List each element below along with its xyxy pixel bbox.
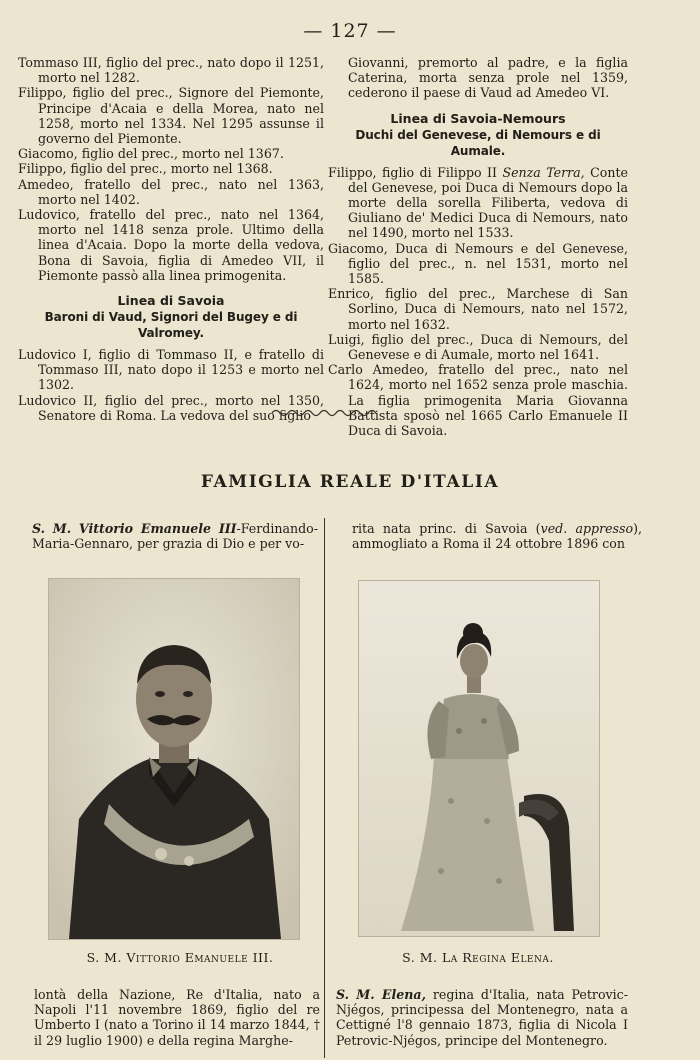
bio-queen xyxy=(336,987,628,1048)
continuation-text: Giovanni, premorto al padre, e la figlia Caterina, morta senza prole nel 1359, cederono il paese di Vaud ad Amedeo VI. xyxy=(348,55,628,101)
column-divider xyxy=(324,518,325,1058)
bio-text: -Ferdinando-Maria-Gennaro, per grazia di Dio e per vo- xyxy=(32,521,318,552)
genealogy-entry: Carlo Amedeo, fratello del prec., nato nel 1624, morto nel 1652 senza prole maschia. La figlia primogenita Maria Giovanna Battista sposò nel 1665 Carlo Emanuele II Duca di Savoia. xyxy=(328,362,628,439)
bio-text: rita nata princ. di Savoia ( xyxy=(352,521,541,536)
bio-king-continued: lontà della Nazione, Re d'Italia, nato a Napoli l'11 novembre 1869, figlio del re Umberto I (nato a Torino il 14 marzo 1844, † il 29 luglio 1900) e della regina Marghe- xyxy=(34,987,320,1048)
genealogy-entry: Ludovico, fratello del prec., nato nel 1364, morto nel 1418 senza prole. Ultimo della linea d'Acaia. Dopo la morte della vedova, Bona di Savoia, figlia di Amedeo VII, il Piemonte passò alla linea primogenita. xyxy=(18,207,324,283)
genealogy-entry: Filippo, figlio del prec., Signore del Piemonte, Principe d'Acaia e della Morea, nato nel 1258, morto nel 1334. Nel 1295 assunse il governo del Piemonte. xyxy=(18,85,324,147)
queen-portrait-photo xyxy=(358,580,600,937)
queen-portrait-image xyxy=(359,581,599,936)
king-portrait-photo xyxy=(48,578,300,940)
section-heading-vaud xyxy=(18,293,324,341)
right-column xyxy=(328,55,628,438)
genealogy-entry: Giacomo, Duca di Nemours e del Genevese, figlio del prec., n. nel 1531, morto nel 1585. xyxy=(328,240,628,287)
heading-line: Linea di Savoia-Nemours xyxy=(390,110,566,126)
left-column xyxy=(18,55,324,423)
bio-reference: ved. appresso xyxy=(540,521,634,536)
king-name: S. M. Vittorio Emanuele III xyxy=(32,521,237,536)
genealogy-entry xyxy=(328,165,628,241)
bio-king-intro xyxy=(32,521,318,551)
genealogy-entry: Filippo, figlio del prec., morto nel 1368. xyxy=(18,161,273,177)
section-heading-nemours xyxy=(328,111,628,159)
genealogy-entry: Amedeo, fratello del prec., nato nel 1363, morto nel 1402. xyxy=(18,176,324,207)
heading-subtitle: Baroni di Vaud, Signori del Bugey e di Valromey. xyxy=(44,310,298,341)
king-portrait-image xyxy=(49,579,299,939)
genealogy-entry: Enrico, figlio del prec., Marchese di San Sorlino, Duca di Nemours, nato nel 1572, morto nel 1632. xyxy=(328,286,628,332)
queen-name: S. M. Elena, xyxy=(336,987,426,1002)
king-caption: S. M. Vittorio Emanuele III. xyxy=(86,950,274,965)
genealogy-entry: Luigi, figlio del prec., Duca di Nemours, del Genevese e di Aumale, morto nel 1641. xyxy=(328,331,628,363)
genealogy-entry: Ludovico II, figlio del prec., morto nel 1350, Senatore di Roma. La vedova del suo figlio xyxy=(18,392,324,423)
entry-text: Filippo, figlio di Filippo II xyxy=(328,164,503,180)
genealogy-entry: Ludovico I, figlio di Tommaso II, e fratello di Tommaso III, nato dopo il 1253 e morto nel 1302. xyxy=(18,347,324,393)
bio-text: regina d'Italia, nata Petrovic-Njégos, principessa del Montenegro, nata a Cettigné l'8 gennaio 1873, figlia di Nicola I Petrovic-Njégos, principe del Montenegro. xyxy=(336,987,628,1048)
queen-caption: S. M. La Regina Elena. xyxy=(402,950,554,965)
heading-line: Linea di Savoia xyxy=(117,293,225,309)
bio-text: ), ammogliato a Roma il 24 ottobre 1896 con xyxy=(352,521,642,552)
ornament-divider xyxy=(270,406,380,420)
genealogy-entry: Tommaso III, figlio del prec., nato dopo il 1251, morto nel 1282. xyxy=(18,55,324,86)
entry-epithet: Senza Terra, xyxy=(502,164,585,180)
heading-subtitle: Duchi del Genevese, di Nemours e di Aumale. xyxy=(355,127,601,158)
genealogy-entry: Giacomo, figlio del prec., morto nel 1367. xyxy=(18,146,284,162)
family-title: FAMIGLIA REALE D'ITALIA xyxy=(200,472,500,492)
entry-text: Conte del Genevese, poi Duca di Nemours dopo la morte della sorella Filiberta, vedova di Giuliano de' Medici Duca di Nemours, nato nel 1490, morto nel 1533. xyxy=(348,164,628,241)
bio-marriage xyxy=(352,521,642,551)
page-number: — 127 — xyxy=(303,20,397,42)
